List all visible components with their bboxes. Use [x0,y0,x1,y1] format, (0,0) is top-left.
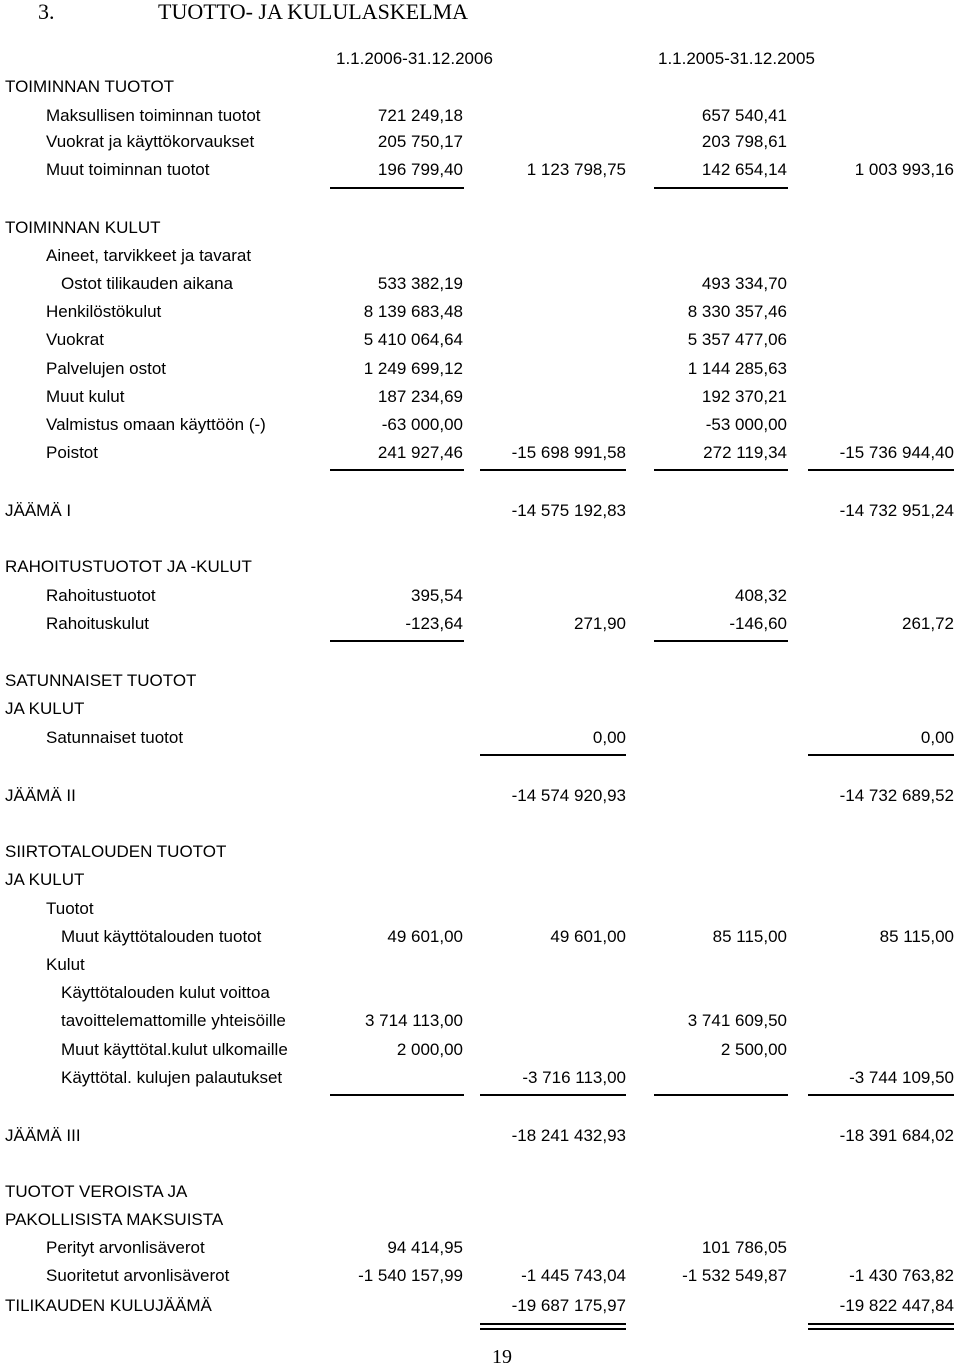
row-label: Muut käyttötalouden tuotot [61,927,262,946]
value-cell: 2 500,00 [720,1040,787,1059]
double-underline [808,1328,954,1330]
row-label: Valmistus omaan käyttöön (-) [46,415,266,434]
value-cell: -3 716 113,00 [522,1068,626,1087]
value-cell: 493 334,70 [701,274,787,293]
value-cell: -18 241 432,93 [511,1126,626,1145]
row-label: Henkilöstökulut [46,302,162,321]
value-cell: 187 234,69 [377,387,463,406]
section-label: TOIMINNAN TUOTOT [5,77,175,96]
underline [654,469,788,471]
underline [480,754,626,756]
value-cell: -1 540 157,99 [358,1266,463,1285]
value-cell: 395,54 [411,586,463,605]
value-cell: 142 654,14 [701,160,787,179]
underline [654,640,788,642]
value-cell: 533 382,19 [377,274,463,293]
underline [808,754,954,756]
value-cell: -63 000,00 [381,415,463,434]
value-cell: 85 115,00 [712,927,787,946]
underline [330,640,464,642]
total-label: TILIKAUDEN KULUJÄÄMÄ [5,1296,212,1315]
value-cell: 408,32 [735,586,787,605]
row-label: Käyttötalouden kulut voittoa [61,983,270,1002]
value-cell: 8 139 683,48 [363,302,463,321]
value-cell: -15 698 991,58 [511,443,626,462]
value-cell: -14 732 951,24 [839,501,954,520]
value-cell: -1 430 763,82 [849,1266,954,1285]
value-cell: -14 574 920,93 [511,786,626,805]
value-cell: 49 601,00 [387,927,463,946]
value-cell: 3 741 609,50 [687,1011,787,1030]
value-cell: -19 687 175,97 [511,1296,626,1315]
value-cell: 5 410 064,64 [363,330,463,349]
section-label: RAHOITUSTUOTOT JA -KULUT [5,557,252,576]
row-label: Suoritetut arvonlisäverot [46,1266,230,1285]
value-cell: -1 445 743,04 [521,1266,626,1285]
value-cell: -146,60 [729,614,787,633]
value-cell: 101 786,05 [701,1238,787,1257]
value-cell: -14 732 689,52 [839,786,954,805]
row-label: Ostot tilikauden aikana [61,274,233,293]
value-cell: 94 414,95 [387,1238,463,1257]
value-cell: 2 000,00 [396,1040,463,1059]
value-cell: -19 822 447,84 [839,1296,954,1315]
value-cell: 721 249,18 [377,106,463,125]
row-label: Tuotot [46,899,94,918]
value-cell: 3 714 113,00 [365,1011,463,1030]
current-period-header: 1.1.2006-31.12.2006 [336,49,493,68]
value-cell: -3 744 109,50 [849,1068,954,1087]
value-cell: 203 798,61 [701,132,787,151]
value-cell: 657 540,41 [701,106,787,125]
section-title: TUOTTO- JA KULULASKELMA [158,0,469,24]
section-label: TOIMINNAN KULUT [5,218,161,237]
value-cell: 272 119,34 [703,443,787,462]
value-cell: 1 249 699,12 [363,359,463,378]
section-label: SATUNNAISET TUOTOT [5,671,197,690]
subtotal-label: JÄÄMÄ I [5,501,72,520]
row-label: tavoittelemattomille yhteisöille [61,1011,286,1030]
section-number: 3. [38,0,55,24]
underline [330,187,464,189]
underline [480,1094,626,1096]
row-label: Perityt arvonlisäverot [46,1238,205,1257]
row-label: Poistot [46,443,98,462]
row-label: Maksullisen toiminnan tuotot [46,106,261,125]
value-cell: 0,00 [920,728,954,747]
row-label: Rahoituskulut [46,614,150,633]
subtotal-label: JÄÄMÄ III [5,1126,81,1145]
value-cell: 5 357 477,06 [687,330,787,349]
underline [330,1094,464,1096]
value-cell: 192 370,21 [701,387,787,406]
underline [808,1094,954,1096]
row-label: Palvelujen ostot [46,359,167,378]
row-label: Aineet, tarvikkeet ja tavarat [46,246,252,265]
value-cell: 271,90 [574,614,626,633]
row-label: Muut toiminnan tuotot [46,160,210,179]
value-cell: 241 927,46 [377,443,463,462]
value-cell: 1 003 993,16 [854,160,954,179]
value-cell: -53 000,00 [705,415,787,434]
section-label: JA KULUT [5,870,85,889]
row-label: Muut kulut [46,387,125,406]
page-number: 19 [492,1346,512,1368]
value-cell: 1 123 798,75 [526,160,626,179]
value-cell: -15 736 944,40 [839,443,954,462]
underline [654,187,788,189]
row-label: Kulut [46,955,85,974]
value-cell: 261,72 [902,614,954,633]
subtotal-label: JÄÄMÄ II [5,786,76,805]
underline [480,469,626,471]
value-cell: -14 575 192,83 [511,501,626,520]
section-label: PAKOLLISISTA MAKSUISTA [5,1210,224,1229]
value-cell: 0,00 [592,728,626,747]
section-label: TUOTOT VEROISTA JA [5,1182,188,1201]
value-cell: -123,64 [405,614,463,633]
value-cell: 8 330 357,46 [687,302,787,321]
double-underline [480,1328,626,1330]
value-cell: 196 799,40 [377,160,463,179]
double-underline [480,1323,626,1325]
section-label: SIIRTOTALOUDEN TUOTOT [5,842,227,861]
row-label: Käyttötal. kulujen palautukset [61,1068,283,1087]
row-label: Rahoitustuotot [46,586,156,605]
value-cell: 85 115,00 [879,927,954,946]
underline [808,469,954,471]
underline [330,469,464,471]
value-cell: 205 750,17 [377,132,463,151]
double-underline [808,1323,954,1325]
value-cell: -18 391 684,02 [839,1126,954,1145]
value-cell: 49 601,00 [550,927,626,946]
underline [654,1094,788,1096]
row-label: Vuokrat ja käyttökorvaukset [46,132,255,151]
row-label: Satunnaiset tuotot [46,728,184,747]
row-label: Muut käyttötal.kulut ulkomaille [61,1040,288,1059]
row-label: Vuokrat [46,330,104,349]
value-cell: 1 144 285,63 [687,359,787,378]
section-label: JA KULUT [5,699,85,718]
previous-period-header: 1.1.2005-31.12.2005 [658,49,815,68]
value-cell: -1 532 549,87 [682,1266,787,1285]
